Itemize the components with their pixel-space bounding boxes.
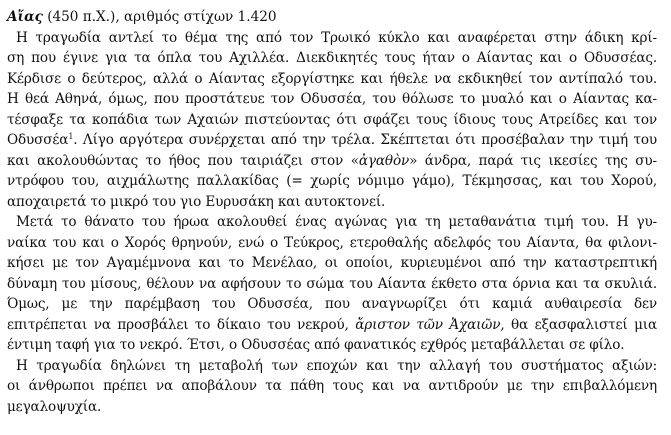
text-line: έντιμη ταφή για το νεκρό. Έτσι, ο Οδυσσέας από φανατικός εχθρός μεταβάλλεται σε φίλο.: [7, 337, 625, 353]
text-line: Οδυσσέα$^1$. Λίγο αργότερα συνέρχεται από την τρέλα. Σκέπτεται ότι προσέβαλαν την τιμή του: [7, 132, 657, 148]
ancient-greek-phrase: ἄριστον τῶν Ἀχαιῶν: [355, 316, 501, 333]
summary-text: [7, 28, 657, 418]
paragraph: [7, 356, 657, 418]
text-line: αποχαιρετά το μικρό του γιο Ευρυσάκη και αυτοκτονεί.: [7, 193, 386, 210]
text-line: επιτρέπεται να προσβάλει το δίκαιο του νεκρού, ἄριστον τῶν Ἀχαιῶν, θα εξασφαλιστεί μια: [7, 316, 657, 333]
text-line: Όμως, με την παρέμβαση του Οδυσσέα, που αναγνωρίζει ότι καμιά αυθαιρεσία δεν: [7, 296, 657, 312]
text-line: και ακολουθώντας το ήθος που ταιριάζει στον «ἀγαθὸν» άνδρα, παρά τις ικεσίες της συ-: [7, 152, 657, 169]
text-line: Μετά το θάνατο του ήρωα ακολουθεί ένας αγώνας για τη μεταθανάτια τιμή του. Η γυ-: [16, 214, 657, 230]
text-line: Η θεά Αθηνά, όμως, που προστάτευε τον Οδυσσέα, του θόλωσε το μυαλό και ο Αίαντας κα-: [7, 91, 657, 107]
play-details: (450 π.Χ.), αριθμός στίχων 1.420: [42, 9, 277, 25]
ancient-greek-phrase: ἀγαθὸν: [358, 152, 410, 169]
play-heading: [7, 7, 657, 28]
text-line: οι άνθρωποι πρέπει να αποβάλουν τα πάθη τους και να αντιδρούν με την επιβαλλόμενη: [7, 378, 657, 394]
play-title: Αἴας: [7, 9, 43, 25]
text-line: ντρόφου του, αιχμάλωτης παλλακίδας (= χωρίς νόμιμο γάμο), Τέκμησσας, και του Χορού,: [7, 173, 657, 189]
text-line: κήσει με τον Αγαμέμνονα και το Μενέλαο, οι οποίοι, κυριευμένοι από την καταστρεπτική: [7, 255, 657, 271]
text-line: τέσφαξε τα κοπάδια των Αχαιών πιστεύοντας ότι σφάζει τους ίδιους τους Ατρείδες και τον: [7, 111, 657, 128]
text-line: Η τραγωδία αντλεί το θέμα της από τον Τρωικό κύκλο και αναφέρεται στην άδικη κρί-: [16, 29, 657, 46]
text-line: Η τραγωδία δηλώνει τη μεταβολή των εποχών και την αλλαγή του συστήματος αξιών:: [16, 357, 657, 374]
paragraph: [7, 28, 657, 213]
text-line: δύναμη του μίσους, θέλουν να αφήσουν το σώμα του Αίαντα έκθετο στα όρνια και τα σκυλιά.: [7, 275, 657, 292]
text-line: μεγαλοψυχία.: [7, 398, 102, 415]
text-line: ναίκα του και ο Χορός θρηνούν, ενώ ο Τεύκρος, ετεροθαλής αδελφός του Αίαντα, θα φιλονι-: [7, 234, 657, 251]
text-line: Κέρδισε ο δεύτερος, αλλά ο Αίαντας εξοργίστηκε και ήθελε να εκδικηθεί τον αντίπαλό του.: [7, 70, 657, 87]
text-line: ση που έγινε για τα όπλα του Αχιλλέα. Διεκδικητές τους ήταν ο Αίαντας και ο Οδυσσέας.: [7, 50, 657, 66]
paragraph: [7, 212, 657, 356]
footnote-marker: 1: [68, 132, 74, 141]
